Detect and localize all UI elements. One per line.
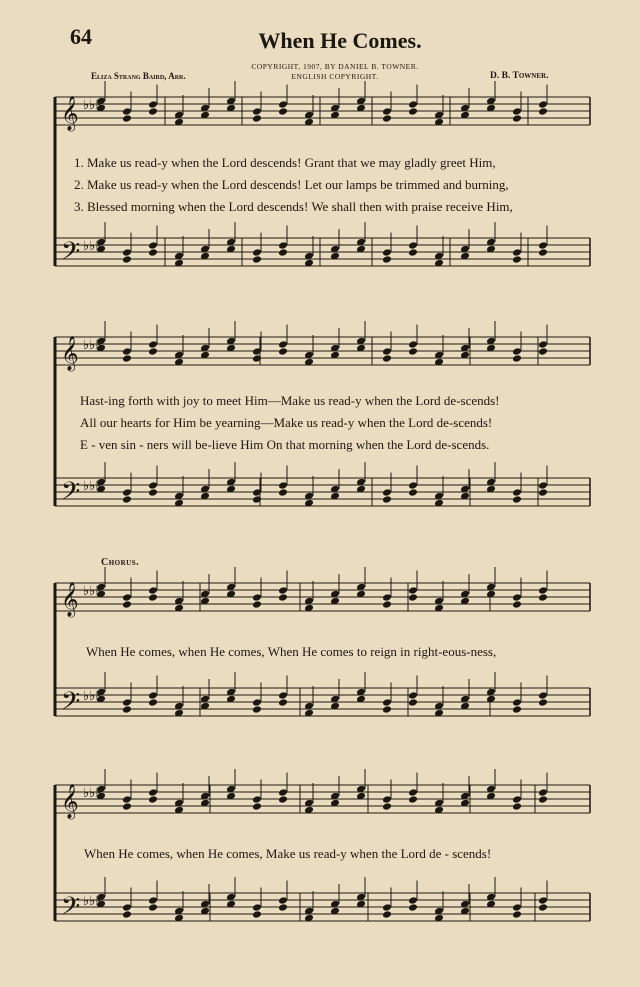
note-head: [382, 903, 392, 912]
note-head: [252, 698, 262, 707]
note-head: [252, 255, 262, 264]
note-head: [512, 114, 522, 123]
verse-3-line-b: E - ven sin - ners will be-lieve Him On that morning when the Lord de-scends.: [80, 437, 490, 452]
note-head: [278, 488, 288, 497]
note-head: [538, 241, 548, 250]
note-head: [512, 795, 522, 804]
note-head: [382, 255, 392, 264]
note-head: [278, 795, 288, 804]
note-head: [538, 795, 548, 804]
note-head: [148, 107, 158, 116]
note-head: [408, 100, 418, 109]
note-head: [122, 705, 132, 714]
note-head: [148, 248, 158, 257]
system-4-bass-key-signature: ♭♭♭: [83, 894, 102, 909]
note-head: [252, 600, 262, 609]
system-3-bass-key-signature: ♭♭♭: [83, 689, 102, 704]
note-head: [278, 340, 288, 349]
note-head: [512, 593, 522, 602]
note-head: [382, 347, 392, 356]
note-head: [512, 107, 522, 116]
copyright-line-1: COPYRIGHT, 1907, BY DANIEL B. TOWNER.: [251, 62, 419, 71]
note-head: [408, 107, 418, 116]
note-head: [512, 705, 522, 714]
note-head: [382, 698, 392, 707]
note-head: [148, 241, 158, 250]
note-head: [382, 107, 392, 116]
note-head: [148, 347, 158, 356]
note-head: [122, 795, 132, 804]
note-head: [252, 248, 262, 257]
system-3-treble-clef: 𝄞: [61, 582, 79, 617]
system-1-bass-key-signature: ♭♭♭: [83, 239, 102, 254]
system-2-bass-clef: 𝄢: [61, 477, 81, 512]
note-head: [538, 107, 548, 116]
lyricist-credit: Eliza Strang Baird, Arr.: [91, 71, 186, 81]
note-head: [382, 910, 392, 919]
note-head: [538, 593, 548, 602]
note-head: [538, 896, 548, 905]
note-head: [538, 248, 548, 257]
note-head: [512, 248, 522, 257]
note-head: [122, 488, 132, 497]
note-head: [122, 698, 132, 707]
note-head: [278, 698, 288, 707]
note-head: [408, 241, 418, 250]
note-head: [148, 896, 158, 905]
chorus-line-1: When He comes, when He comes, When He comes to reign in right-eous-ness,: [86, 644, 497, 659]
note-head: [408, 481, 418, 490]
note-head: [252, 705, 262, 714]
note-head: [538, 347, 548, 356]
note-head: [538, 481, 548, 490]
system-4-treble-clef: 𝄞: [61, 784, 79, 819]
note-head: [512, 698, 522, 707]
note-head: [408, 488, 418, 497]
note-head: [408, 593, 418, 602]
note-head: [538, 340, 548, 349]
note-head: [408, 698, 418, 707]
note-head: [278, 586, 288, 595]
system-2-treble-key-signature: ♭♭♭: [83, 338, 102, 353]
system-4-bass-clef: 𝄢: [61, 892, 81, 927]
note-head: [122, 495, 132, 504]
note-head: [122, 114, 132, 123]
note-head: [148, 586, 158, 595]
note-head: [122, 802, 132, 811]
verse-1-line-a: 1. Make us read-y when the Lord descends! Grant that we may gladly greet Him,: [74, 155, 496, 170]
note-head: [512, 354, 522, 363]
system-3-bass-clef: 𝄢: [61, 687, 81, 722]
note-head: [512, 347, 522, 356]
note-head: [538, 788, 548, 797]
note-head: [252, 795, 262, 804]
note-head: [122, 600, 132, 609]
note-head: [382, 600, 392, 609]
note-head: [512, 495, 522, 504]
system-2-treble-clef: 𝄞: [61, 336, 79, 371]
system-1-treble-key-signature: ♭♭♭: [83, 98, 102, 113]
note-head: [148, 488, 158, 497]
note-head: [278, 788, 288, 797]
note-head: [408, 788, 418, 797]
system-1-treble-clef: 𝄞: [61, 96, 79, 131]
note-head: [278, 241, 288, 250]
note-head: [148, 795, 158, 804]
note-head: [512, 600, 522, 609]
note-head: [278, 691, 288, 700]
note-head: [278, 347, 288, 356]
note-head: [148, 698, 158, 707]
note-head: [148, 788, 158, 797]
note-head: [148, 100, 158, 109]
note-head: [148, 593, 158, 602]
note-head: [538, 586, 548, 595]
system-1-bass-clef: 𝄢: [61, 237, 81, 272]
note-head: [122, 593, 132, 602]
note-head: [538, 691, 548, 700]
note-head: [382, 114, 392, 123]
note-head: [252, 593, 262, 602]
note-head: [278, 100, 288, 109]
note-head: [122, 255, 132, 264]
note-head: [122, 354, 132, 363]
verse-3-line-a: 3. Blessed morning when the Lord descends! We shall then with praise receive Him,: [74, 199, 513, 214]
chorus-line-2: When He comes, when He comes, Make us read-y when the Lord de - scends!: [84, 846, 492, 861]
note-head: [122, 910, 132, 919]
verse-2-line-a: 2. Make us read-y when the Lord descends! Let our lamps be trimmed and burning,: [74, 177, 509, 192]
note-head: [538, 100, 548, 109]
note-head: [122, 903, 132, 912]
note-head: [278, 107, 288, 116]
system-2-bass-key-signature: ♭♭♭: [83, 479, 102, 494]
note-head: [122, 107, 132, 116]
note-head: [278, 481, 288, 490]
note-head: [382, 795, 392, 804]
note-head: [278, 248, 288, 257]
note-head: [512, 488, 522, 497]
note-head: [122, 248, 132, 257]
note-head: [408, 586, 418, 595]
copyright-line-2: ENGLISH COPYRIGHT.: [291, 72, 379, 81]
chorus-label: Chorus.: [101, 557, 140, 568]
note-head: [382, 705, 392, 714]
note-head: [538, 698, 548, 707]
note-head: [408, 896, 418, 905]
note-head: [148, 691, 158, 700]
note-head: [252, 910, 262, 919]
note-head: [512, 255, 522, 264]
note-head: [408, 248, 418, 257]
note-head: [148, 903, 158, 912]
note-head: [382, 495, 392, 504]
note-head: [382, 488, 392, 497]
system-3-treble-key-signature: ♭♭♭: [83, 584, 102, 599]
note-head: [278, 593, 288, 602]
hymn-title: When He Comes.: [258, 28, 422, 53]
page-number: 64: [70, 24, 92, 49]
note-head: [408, 795, 418, 804]
system-4-treble-key-signature: ♭♭♭: [83, 786, 102, 801]
note-head: [408, 347, 418, 356]
note-head: [278, 896, 288, 905]
note-head: [538, 903, 548, 912]
note-head: [252, 903, 262, 912]
note-head: [512, 910, 522, 919]
note-head: [148, 481, 158, 490]
note-head: [512, 903, 522, 912]
note-head: [538, 488, 548, 497]
note-head: [252, 114, 262, 123]
note-head: [252, 107, 262, 116]
composer-credit: D. B. Towner.: [490, 71, 549, 81]
note-head: [408, 691, 418, 700]
verse-1-line-b: Hast-ing forth with joy to meet Him—Make us read-y when the Lord de-scends!: [80, 393, 500, 408]
note-head: [408, 903, 418, 912]
note-head: [382, 354, 392, 363]
note-head: [512, 802, 522, 811]
note-head: [382, 593, 392, 602]
note-head: [408, 340, 418, 349]
note-head: [148, 340, 158, 349]
note-head: [382, 248, 392, 257]
note-head: [122, 347, 132, 356]
verse-2-line-b: All our hearts for Him be yearning—Make us read-y when the Lord de-scends!: [80, 415, 493, 430]
note-head: [382, 802, 392, 811]
note-head: [252, 802, 262, 811]
note-head: [278, 903, 288, 912]
